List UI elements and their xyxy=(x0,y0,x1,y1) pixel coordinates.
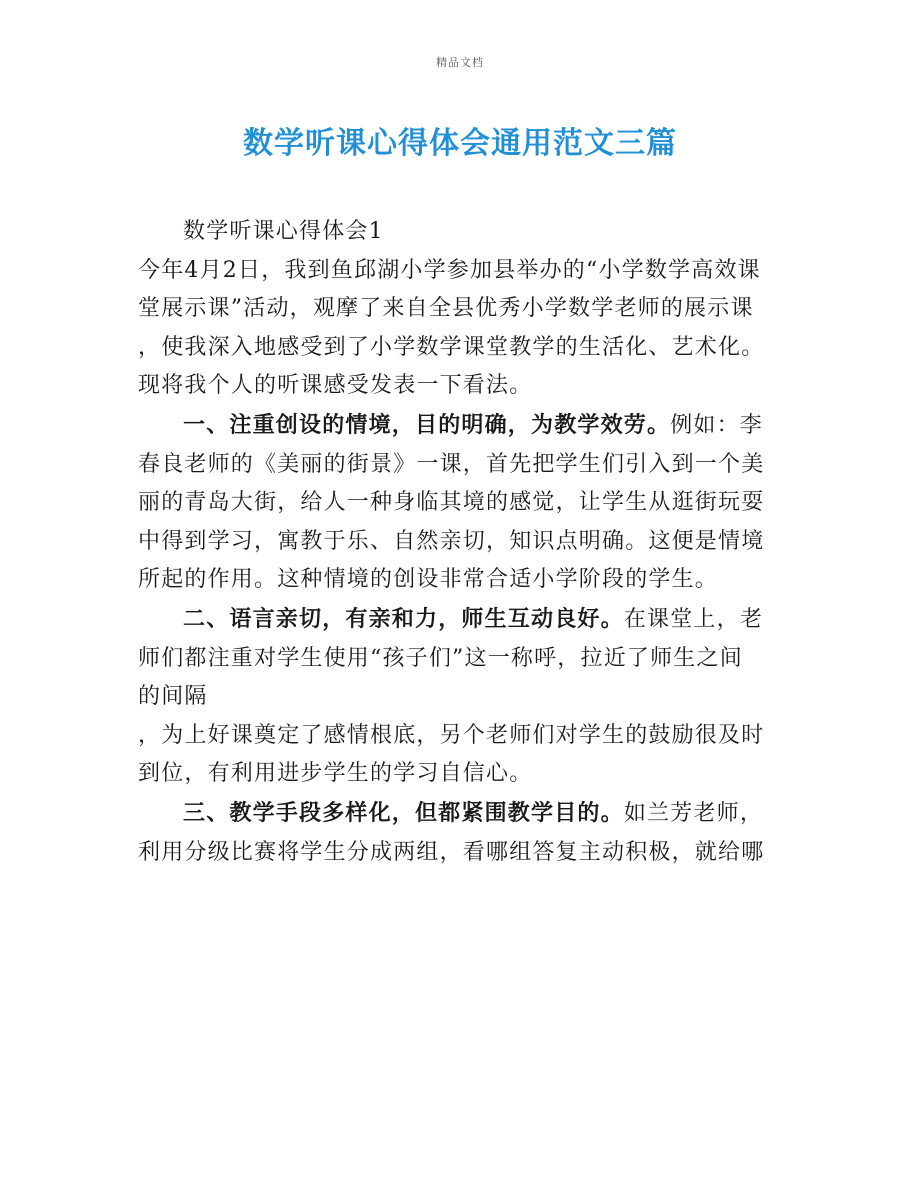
paragraph-line: 现将我个人的听课感受发表一下看法。 xyxy=(138,373,533,399)
paragraph-first-line xyxy=(138,406,788,446)
paragraph-line: 所起的作用。这种情境的创设非常合适小学阶段的学生。 xyxy=(138,567,719,593)
paragraph-line: 中得到学习，寓教于乐、自然亲切，知识点明确。这便是情境 xyxy=(138,528,765,554)
paragraph-line: 丽的青岛大街，给人一种身临其境的感觉，让学生从逛街玩耍 xyxy=(138,490,765,516)
point-three-paragraph xyxy=(138,794,788,872)
paragraph-line: ，为上好课奠定了感情根底，另个老师们对学生的鼓励很及时 xyxy=(138,722,765,748)
intro-paragraph xyxy=(138,252,788,406)
paragraph-line: 到位，有利用进步学生的学习自信心。 xyxy=(138,761,533,787)
document-title: 数学听课心得体会通用范文三篇 xyxy=(243,126,677,161)
paragraph-line: 春良老师的《美丽的街景》一课，首先把学生们引入到一个美 xyxy=(138,451,765,477)
section-heading: 数学听课心得体会1 xyxy=(183,219,384,244)
paragraph-line: 今年4月2日，我到鱼邱湖小学参加县举办的“小学数学高效课 xyxy=(138,257,761,283)
point-one-paragraph xyxy=(138,406,788,600)
paragraph-line: 利用分级比赛将学生分成两组，看哪组答复主动积极，就给哪 xyxy=(138,839,765,865)
point-two-paragraph xyxy=(138,600,788,794)
point-one-heading: 一、注重创设的情境，目的明确，为教学效劳。 xyxy=(183,411,671,438)
paragraph-line: ，使我深入地感受到了小学数学课堂教学的生活化、艺术化。 xyxy=(138,334,765,360)
paragraph-first-line xyxy=(138,600,788,640)
paragraph-text: 例如：李 xyxy=(670,412,764,438)
paragraph-text: 在课堂上，老 xyxy=(623,606,764,632)
document-body xyxy=(138,213,788,872)
paragraph-line: 的间隔 xyxy=(138,684,208,710)
paragraph-line: 师们都注重对学生使用“孩子们”这一称呼，拉近了师生之间 xyxy=(138,645,743,671)
point-two-heading: 二、语言亲切，有亲和力，师生互动良好。 xyxy=(183,605,624,632)
paragraph-first-line xyxy=(138,794,788,834)
paragraph-text: 如兰芳老师， xyxy=(623,800,764,826)
paragraph-line: 堂展示课”活动，观摩了来自全县优秀小学数学老师的展示课 xyxy=(138,296,754,322)
header-label: 精品文档 xyxy=(436,56,484,69)
point-three-heading: 三、教学手段多样化，但都紧围教学目的。 xyxy=(183,799,624,826)
